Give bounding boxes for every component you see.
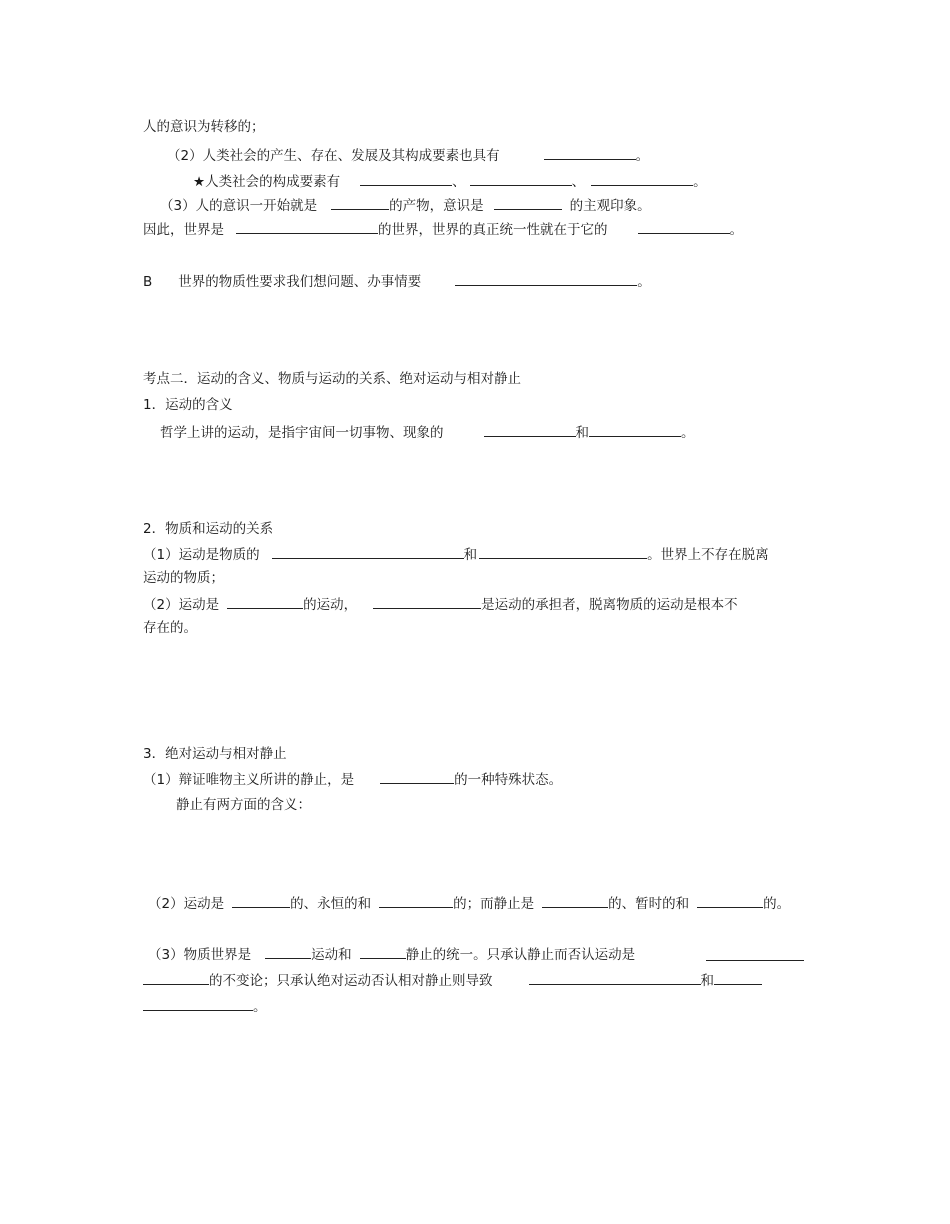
text: 考点二．运动的含义、物质与运动的关系、绝对运动与相对静止 [143, 371, 521, 387]
text: 、 [571, 174, 586, 190]
text: 。 [681, 425, 695, 441]
text: 的产物，意识是 [389, 198, 484, 214]
static-item-2 [148, 893, 790, 913]
text: 。 [693, 174, 707, 190]
text: 的世界，世界的真正统一性就在于它的 [378, 222, 608, 238]
text: 和 [463, 547, 478, 563]
star-line [193, 171, 707, 191]
relation-item-2 [143, 594, 738, 614]
text: （1）运动是物质的 [143, 547, 260, 563]
conclusion-line [143, 219, 743, 239]
text: 的主观印象。 [569, 198, 651, 214]
definition-line [160, 422, 695, 442]
fill-blank[interactable] [484, 422, 576, 437]
fill-blank[interactable] [479, 544, 647, 559]
fill-blank[interactable] [470, 171, 572, 186]
fill-blank[interactable] [455, 271, 637, 286]
text: 静止的统一。只承认静止而否认运动是 [405, 947, 636, 963]
text: 因此，世界是 [143, 222, 224, 238]
fill-blank[interactable] [542, 893, 608, 908]
text-line [143, 118, 265, 136]
text: 存在的。 [143, 620, 197, 636]
fill-blank[interactable] [706, 960, 804, 961]
fill-blank[interactable] [591, 171, 693, 186]
fill-blank[interactable] [380, 769, 454, 784]
text: （3）物质世界是 [148, 947, 252, 963]
fill-blank[interactable] [373, 594, 481, 609]
text: 和 [575, 425, 589, 441]
item-2-line [167, 145, 649, 165]
text: 。世界上不存在脱离 [647, 547, 769, 563]
fill-blank[interactable] [379, 893, 453, 908]
relation-item-1 [143, 544, 769, 564]
text: 静止有两方面的含义： [176, 797, 311, 813]
subsection-title [143, 745, 287, 763]
fill-blank[interactable] [544, 145, 636, 160]
fill-blank[interactable] [529, 970, 701, 985]
text-line [143, 619, 197, 637]
item-3-line [160, 195, 651, 215]
text: 1．运动的含义 [143, 397, 233, 413]
text: 世界的物质性要求我们想问题、办事情要 [178, 274, 422, 290]
text: 是运动的承担者，脱离物质的运动是根本不 [481, 597, 738, 613]
fill-blank[interactable] [638, 219, 730, 234]
text: ★人类社会的构成要素有 [193, 174, 341, 190]
text: （2）人类社会的产生、存在、发展及其构成要素也具有 [167, 148, 500, 164]
text: 的运动， [303, 597, 358, 613]
text: 运动的物质； [143, 570, 224, 586]
fill-blank[interactable] [360, 171, 452, 186]
text: 哲学上讲的运动，是指宇宙间一切事物、现象的 [160, 425, 444, 441]
text: 3．绝对运动与相对静止 [143, 746, 287, 762]
text-line [143, 970, 762, 990]
text: 。 [729, 222, 743, 238]
fill-blank[interactable] [227, 594, 303, 609]
fill-blank[interactable] [232, 893, 290, 908]
text: 的、永恒的和 [290, 896, 372, 912]
fill-blank[interactable] [143, 970, 209, 985]
text-line [176, 796, 311, 814]
text: （3）人的意识一开始就是 [160, 198, 318, 214]
static-item-1 [143, 769, 562, 789]
text: 的不变论；只承认绝对运动否认相对静止则导致 [209, 973, 493, 989]
text: （2）运动是 [143, 597, 220, 613]
fill-blank[interactable] [360, 944, 406, 959]
section-title [143, 370, 521, 388]
text: 2．物质和运动的关系 [143, 521, 274, 537]
fill-blank[interactable] [714, 970, 762, 985]
fill-blank[interactable] [697, 893, 763, 908]
subsection-title [143, 520, 273, 538]
text: 的、暂时的和 [608, 896, 690, 912]
subsection-title [143, 396, 233, 414]
text: 运动和 [311, 947, 352, 963]
text: 、 [452, 174, 466, 190]
text-line [143, 996, 267, 1016]
point-b-line [143, 271, 651, 291]
fill-blank[interactable] [143, 996, 253, 1011]
text-line [143, 569, 224, 587]
text: 。 [253, 999, 267, 1015]
fill-blank[interactable] [331, 195, 389, 210]
text: （2）运动是 [148, 896, 225, 912]
text: 人的意识为转移的； [143, 119, 265, 135]
fill-blank[interactable] [589, 422, 681, 437]
text: 。 [635, 148, 650, 164]
fill-blank[interactable] [265, 944, 311, 959]
static-item-3 [148, 944, 635, 964]
text: 的。 [763, 896, 791, 912]
text: 。 [637, 274, 651, 290]
fill-blank[interactable] [236, 219, 378, 234]
text: 的；而静止是 [453, 896, 535, 912]
fill-blank[interactable] [272, 544, 464, 559]
fill-blank[interactable] [494, 195, 562, 210]
text: 的一种特殊状态。 [454, 772, 563, 788]
text: （1）辩证唯物主义所讲的静止，是 [143, 772, 355, 788]
point-label: B [143, 274, 153, 290]
text: 和 [700, 973, 714, 989]
